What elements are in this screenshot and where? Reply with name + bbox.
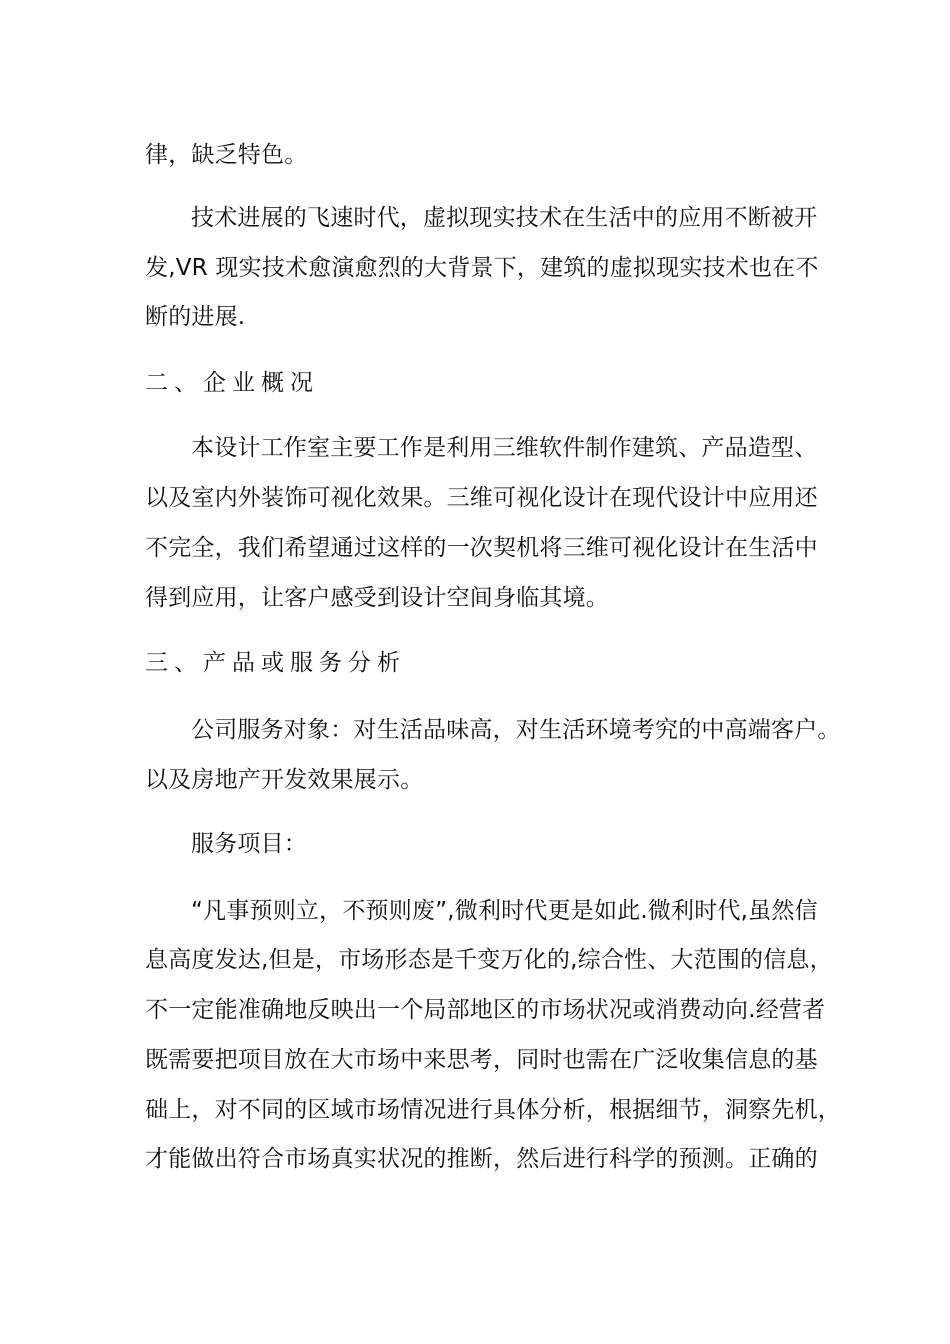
- section-heading-company-overview: 二、企业概况: [145, 370, 319, 396]
- paragraph-line-overview-3: 不完全，我们希望通过这样的一次契机将三维可视化设计在生活中: [145, 535, 818, 561]
- paragraph-line-market-6: 才能做出符合市场真实状况的推断，然后进行科学的预测。正确的: [145, 1146, 818, 1172]
- section-heading-product-analysis: 三、产品或服务分析: [145, 650, 406, 676]
- paragraph-line-market-5: 础上，对不同的区域市场情况进行具体分析，根据细节，洞察先机，: [145, 1097, 841, 1123]
- paragraph-line-service-target-2: 以及房地产开发效果展示。: [145, 767, 424, 793]
- paragraph-line-market-2: 息高度发达,但是，市场形态是千变万化的,综合性、大范围的信息，: [145, 947, 833, 973]
- paragraph-line-continuation: 律，缺乏特色。: [145, 142, 308, 168]
- paragraph-line-market-3: 不一定能准确地反映出一个局部地区的市场状况或消费动向.经营者: [145, 997, 826, 1023]
- paragraph-line-tech-3: 断的进展.: [145, 304, 246, 330]
- paragraph-line-overview-2: 以及室内外装饰可视化效果。三维可视化设计在现代设计中应用还: [145, 485, 818, 511]
- paragraph-line-tech-2: 发,VR 现实技术愈演愈烈的大背景下，建筑的虚拟现实技术也在不: [145, 255, 819, 281]
- paragraph-line-overview-4: 得到应用，让客户感受到设计空间身临其境。: [145, 585, 609, 611]
- paragraph-line-market-1: “凡事预则立，不预则废”,微利时代更是如此.微利时代,虽然信: [191, 898, 818, 924]
- paragraph-line-service-items: 服务项目：: [191, 831, 307, 857]
- paragraph-line-market-4: 既需要把项目放在大市场中来思考，同时也需在广泛收集信息的基: [145, 1047, 818, 1073]
- paragraph-line-tech-1: 技术进展的飞速时代，虚拟现实技术在生活中的应用不断被开: [191, 205, 818, 231]
- paragraph-line-overview-1: 本设计工作室主要工作是利用三维软件制作建筑、产品造型、: [191, 435, 818, 461]
- paragraph-line-service-target-1: 公司服务对象：对生活品味高，对生活环境考究的中高端客户。: [191, 717, 841, 743]
